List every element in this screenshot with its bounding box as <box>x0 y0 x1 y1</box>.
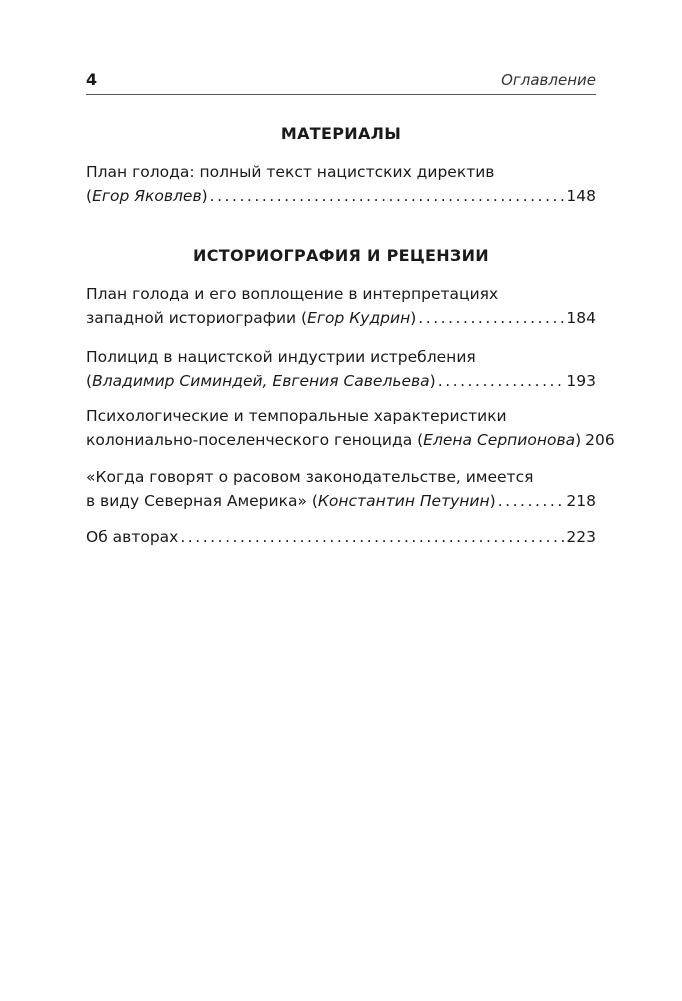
toc-entry-text: (Егор Яковлев) <box>86 187 208 205</box>
toc-page-number: 223 <box>566 528 596 546</box>
toc-entry-author: Елена Серпионова <box>423 431 576 449</box>
toc-entry-author: Егор Яковлев <box>92 187 202 205</box>
toc-entry-title: План голода и его воплощение в интерпретациях <box>86 285 499 303</box>
toc-entry-line <box>86 489 596 513</box>
toc-page-number: 193 <box>566 372 596 390</box>
toc-entry-line <box>86 428 615 452</box>
section-title-historiography: ИСТОРИОГРАФИЯ И РЕЦЕНЗИИ <box>193 246 489 265</box>
section-title-materials: МАТЕРИАЛЫ <box>280 124 402 143</box>
toc-entry[interactable] <box>86 345 596 393</box>
toc-entry-author: Владимир Симиндей, Евгения Савельева <box>92 372 430 390</box>
toc-entry-title: Психологические и темпоральные характеристики <box>86 407 507 425</box>
dot-leader <box>418 306 564 330</box>
toc-entry-author: Егор Кудрин <box>307 309 411 327</box>
toc-entry-line <box>86 306 596 330</box>
toc-entry[interactable] <box>86 465 596 513</box>
dot-leader <box>438 369 565 393</box>
toc-page-number: 218 <box>566 492 596 510</box>
toc-page-number: 184 <box>566 309 596 327</box>
toc-entry-line <box>86 525 596 549</box>
toc-entry-line <box>86 369 596 393</box>
toc-entry-text: в виду Северная Америка» (Константин Петунин) <box>86 492 496 510</box>
toc-entry-text: западной историографии (Егор Кудрин) <box>86 309 417 327</box>
toc-page-number: 206 <box>585 431 615 449</box>
page-header <box>86 68 596 95</box>
toc-entry-line <box>86 184 596 208</box>
toc-entry-title: «Когда говорят о расовом законодательстве, имеется <box>86 468 534 486</box>
toc-page-number: 148 <box>566 187 596 205</box>
toc-entry[interactable] <box>86 160 596 208</box>
toc-entry-text: колониально-поселенческого геноцида (Елена Серпионова) <box>86 431 582 449</box>
dot-leader <box>498 489 565 513</box>
dot-leader <box>210 184 565 208</box>
toc-entry[interactable] <box>86 282 596 330</box>
page-number: 4 <box>86 70 98 89</box>
toc-entry-author: Константин Петунин <box>317 492 490 510</box>
dot-leader <box>180 525 564 549</box>
toc-entry[interactable] <box>86 404 615 452</box>
toc-entry-title: План голода: полный текст нацистских директив <box>86 163 495 181</box>
toc-entry-about-authors[interactable] <box>86 525 596 549</box>
toc-entry-text: Об авторах <box>86 528 179 546</box>
running-head: Оглавление <box>501 71 596 89</box>
toc-entry-title: Полицид в нацистской индустрии истребления <box>86 348 476 366</box>
toc-entry-text: (Владимир Симиндей, Евгения Савельева) <box>86 372 436 390</box>
